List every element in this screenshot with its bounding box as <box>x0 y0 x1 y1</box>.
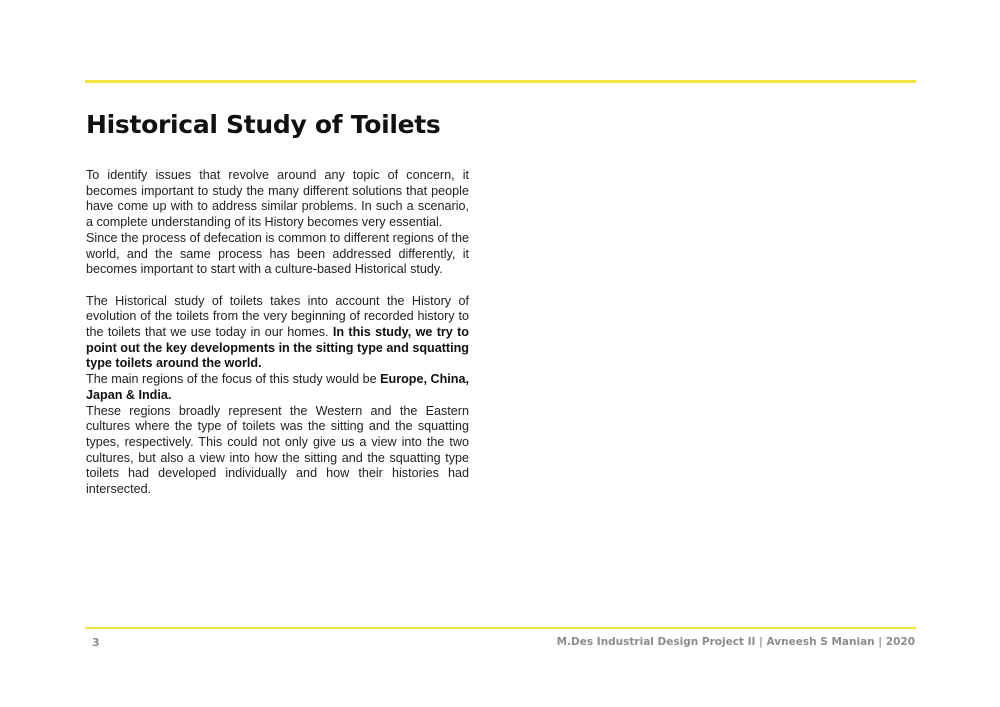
footer-credit: M.Des Industrial Design Project II | Avneesh S Manian | 2020 <box>556 636 915 648</box>
body-text <box>86 168 469 498</box>
top-accent-rule <box>85 80 916 83</box>
page-number: 3 <box>92 636 100 649</box>
paragraph-intro: To identify issues that revolve around any topic of concern, it becomes important to study the many different solutions that people have come up with to address similar problems. In such a scenario, a complete understanding of its History becomes very essential. <box>86 168 469 230</box>
paragraph-defecation: Since the process of defecation is common to different regions of the world, and the same process has been addressed differently, it becomes important to start with a culture-based Historical study. <box>86 230 469 277</box>
study-scope-emphasis: In this study, we try to point out the key developments in the sitting type and squatting type toilets around the world. <box>86 325 470 371</box>
regions-emphasis: Europe, China, Japan & India. <box>86 372 469 402</box>
study-scope-text: The Historical study of toilets takes into account the History of evolution of the toilets from the very beginning of recorded history to the toilets that we use today in our homes. <box>86 293 469 340</box>
paragraph-regions <box>86 372 469 403</box>
page-title: Historical Study of Toilets <box>86 110 441 139</box>
bottom-accent-rule <box>85 627 916 629</box>
regions-text: The main regions of the focus of this study would be <box>86 372 381 387</box>
paragraph-study-scope <box>86 294 469 373</box>
paragraph-cultures: These regions broadly represent the Western and the Eastern cultures where the type of toilets was the sitting and the squatting types, respectively. This could not only give us a view into the two cultures, but also a view into how the sitting and the squatting type toilets had developed individually and how their histories had intersected. <box>86 403 469 497</box>
